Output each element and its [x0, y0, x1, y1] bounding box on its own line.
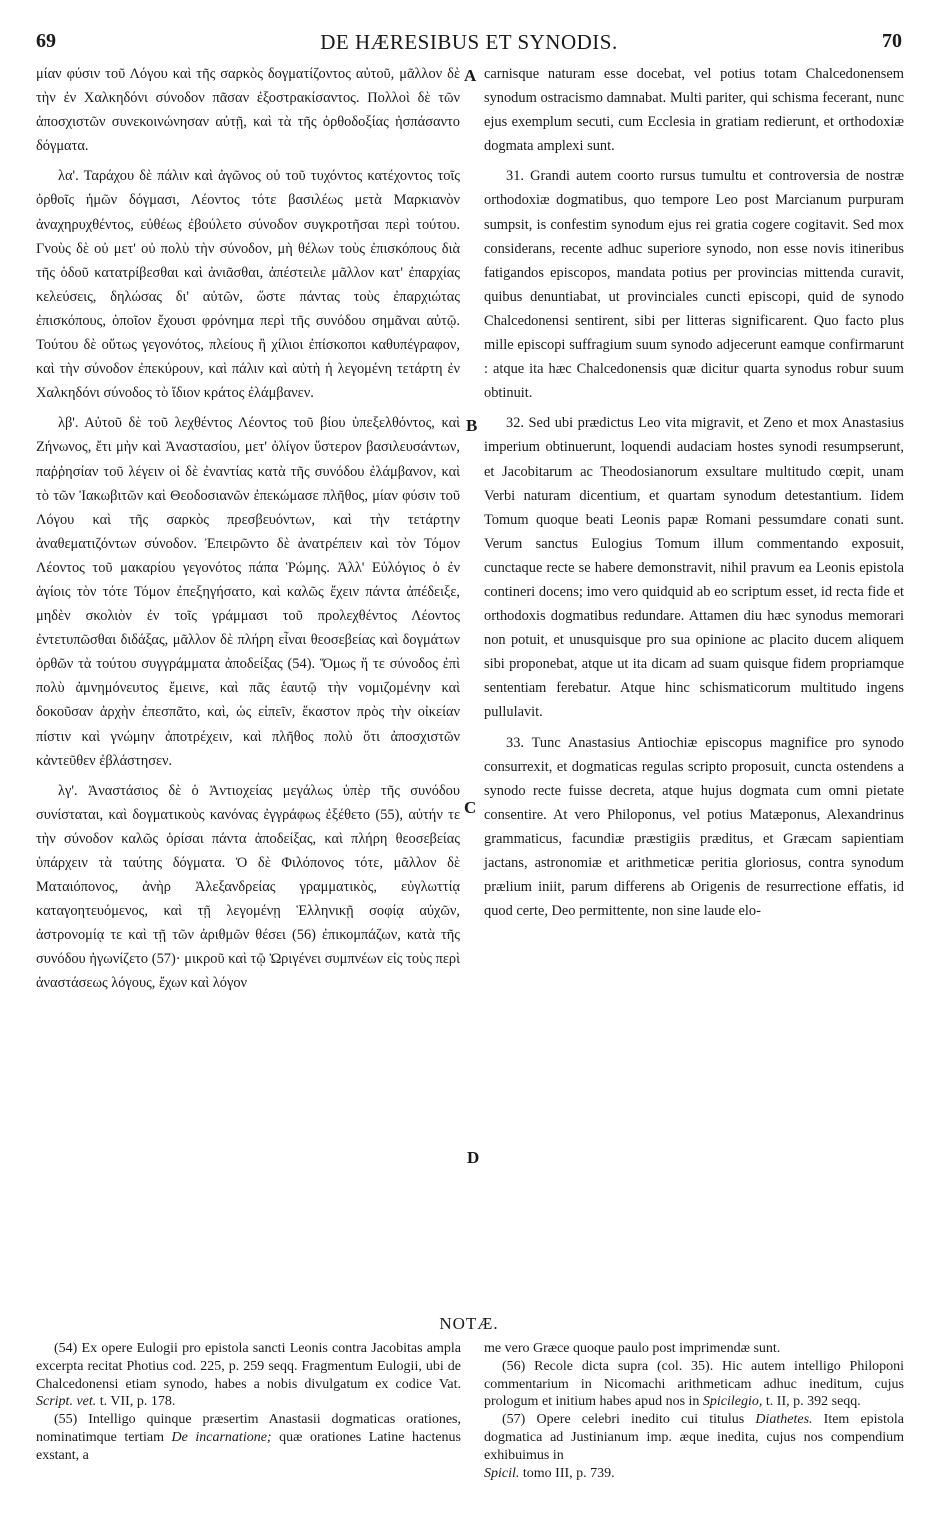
running-header [36, 30, 902, 60]
footnote-text: me vero Græce quoque paulo post imprimendæ sunt. [484, 1341, 781, 1356]
latin-column [484, 62, 904, 923]
footnote-tail: quæ orationes Latine hactenus exstant, a [36, 1429, 462, 1463]
footnote-text: (57) Opere celebri inedito cui titulus [502, 1412, 756, 1428]
footnote-italic: Script. vet. [36, 1394, 97, 1410]
notes-left-column [36, 1340, 461, 1465]
footnote [36, 1411, 461, 1464]
footnote-continuation [484, 1465, 904, 1483]
latin-paragraph: 33. Tunc Anastasius Antiochiæ episcopus magnifice pro synodo consurrexit, et dogmaticas regulas scripto proposuit, cuncta ostendens a synodo recte fuisse decreta, atque hujus dogmata cum omni pietate consentire. At vero Philoponus, vel potius Matæponus, Alexandrinus grammaticus, facundiæ præstigiis præditus, et Græcam sapientiam jactans, astronomiæ et arithmeticæ peritia gloriosus, contra synodum prælium iniit, parum differens ab Origenis de resurrectione effatis, id quod certe, Deo permittente, non sine laude elo- [484, 734, 904, 920]
latin-paragraph: 31. Grandi autem coorto rursus tumultu et controversia de nostræ orthodoxiæ dogmatibus, quo tempore Leo post Marcianum purpuram sumpsit, is confestim synodum ejus rei gratia cogere cogitavit. Sed mox considerans, recente adhuc superiore synodo, non esse novis itineribus fatigandos episcopos, mandata potius per provincias mittenda curavit, quibus denuntiabat, ut provinciales cuncti episcopi, quid de synodo Chalcedonensi sentirent, sibi per litteras significarent. Quo facto plus mille episcopi suffragium suum synodo adjecerunt eamque confirmarunt : atque ita hæc Chalcedonensis quæ dicitur quarta synodus robur suum obtinuit. [484, 168, 904, 402]
greek-paragraph: λα'. Ταράχου δὲ πάλιν καὶ ἀγῶνος οὐ τοῦ τυχόντος κατέχοντος τοῖς ὀρθοῖς ἡμῶν δόγμασι, Λέοντος τότε βασιλέως μετὰ Μαρκιανὸν ἀναχηρυχθέντος, εὐθέως ἐβούλετο σύνοδον συγκροτῆσαι περὶ τούτου. Γνοὺς δὲ οὐ μετ' οὐ πολὺ τὴν σύνοδον, μὴ θέλων τοὺς ἐπισκόπους διὰ τῆς ὁδοῦ κατατρίβεσθαι καὶ ἀνιᾶσθαι, ἀπέστειλε μᾶλλον κατ' ἐπαρχίας κελεύσεις, δηλώσας δι' αὐτῶν, ὥστε πάντας τοὺς ἐπαρχιώτας ἐπισκόπους, ὁποῖον ἔχουσι φρόνημα περὶ τῆς συνόδου σημᾶναι αὐτῷ. Τούτου δὲ οὕτως γεγονότος, πλείους ἢ χίλιοι ἐπίσκοποι καθυπέγραφον, καὶ τὴν σύνοδον ἐπεκύρουν, καὶ πάλιν καὶ αὐτὴ ἡ λεγομένη τετάρτη ἐν Χαλκηδόνι σύνοδος τὸ ἴδιον κράτος ἐλάμβανεν. [36, 168, 460, 402]
latin-paragraph: carnisque naturam esse docebat, vel potius totam Chalcedonensem synodum ostracismo damnabat. Multi pariter, qui schisma fecerant, nunc ejus exemplum secuti, cum Ecclesia in gratiam redierunt, et orthodoxiæ dogmata amplexi sunt. [484, 66, 904, 155]
footnote-text: (56) Recole dicta supra (col. 35). Hic autem intelligo Philoponi commentarium in Nicomachi arithmeticam adhuc ineditum, cujus prologum et initium habes apud nos in [484, 1358, 904, 1410]
notes-right-column [484, 1340, 904, 1482]
footnote-italic: Spicilegio, [702, 1394, 763, 1410]
greek-column [36, 62, 460, 996]
running-title: DE HÆRESIBUS ET SYNODIS. [320, 30, 618, 54]
footnote-text: (54) Ex opere Eulogii pro epistola sancti Leonis contra Jacobitas ampla excerpta recitat Photius cod. 225, p. 259 seqq. Fragmentum Eulogii, ubi de Chalcedonensi etiam synodo, habes a nobis divulgatum ex codice Vat. [36, 1341, 461, 1392]
margin-letter-d: D [467, 1148, 480, 1167]
footnote-continuation [484, 1340, 904, 1358]
greek-paragraph: λβ'. Αὐτοῦ δὲ τοῦ λεχθέντος Λέοντος τοῦ βίου ὑπεξελθόντος, καὶ Ζήνωνος, ἔτι μὴν καὶ Ἀναστασίου, μετ' ὀλίγον ὕστερον βασιλευσάντων, παῤῥησίαν τοῦ λέγειν οἱ δὲ ἐναντίας κατὰ τῆς συνόδου ἐλάμβανον, καὶ τὸ τῶν Ἰακωβιτῶν καὶ Θεοδοσιανῶν ἐπεκώμασε πλῆθος, μίαν φύσιν τοῦ Λόγου καὶ τῆς σαρκὸς πρεσβευόντων, καὶ τὴν τετάρτην ἀναθεματιζόντων σύνοδον. Ἐπειρῶντο δὲ ἀνατρέπειν καὶ τὸν Τόμον Λέοντος τοῦ μακαρίου γεγονότος πάπα Ῥώμης. Ἀλλ' Εὐλόγιος ὁ ἐν ἁγίοις τὸν τότε Τόμον ἐπεξηγήσατο, καὶ καλῶς ἔχειν πάντα ἀπέδειξε, μηδὲν σκολιὸν ἐν τοῖς γράμμασι τοῦ προλεχθέντος Λέοντος ἐντετυπῶσθαι διδάξας, μᾶλλον δὲ πλήρη εἶναι θεοσεβείας καὶ δογμάτων ὀρθῶν τὰ τούτου συγγράμματα ἀποδείξας (54). Ὅμως ἥ τε σύνοδος ἐπὶ πολὺ ἀμνημόνευτος ἔμεινε, καὶ πᾶς ἑαυτῷ τὴν νομιζομένην καὶ δοκοῦσαν ἀρχὴν ἐπεσπᾶτο, καὶ, ὡς εἰπεῖν, ἕκαστον πρὸς τὴν οἰκείαν πίστιν καὶ γνώμην ἀποτρέχειν, καὶ πλῆθος πολὺ ὅτι ἀποσχιστῶν κἀντεῦθεν ἐβλάστησεν. [36, 415, 460, 769]
footnote [484, 1411, 904, 1464]
greek-paragraph: λγ'. Ἀναστάσιος δὲ ὁ Ἀντιοχείας μεγάλως ὑπὲρ τῆς συνόδου συνίσταται, καὶ δογματικοὺς κανόνας ἐγγράφως ἐξέθετο (55), αὐτήν τε τὴν σύνοδον καλῶς ὁρίσαι πάντα ἀποδείξας, καὶ πλήρη θεοσεβείας ὑπάρχειν τὰ ταύτης δόγματα. Ὁ δὲ Φιλόπονος τότε, μᾶλλον δὲ Ματαιόπονος, ἀνὴρ Ἀλεξανδρείας γραμματικὸς, εὐγλωττίᾳ καταγοητευόμενος, καὶ τῇ λεγομένῃ Ἑλληνικῇ σοφίᾳ αὐχῶν, ἀστρονομίᾳ τε καὶ τῇ τῶν ἀριθμῶν θέσει (56) ἐπικομπάζων, κατὰ τῆς συνόδου ἠγωνίζετο (57)· μικροῦ καὶ τῷ Ὠριγένει συμπνέων εἰς τοὺς περὶ ἀναστάσεως λόγους, ἔχων καὶ λόγον [36, 782, 460, 992]
notes-heading: NOTÆ. [439, 1314, 499, 1333]
footnote-tail: t. VII, p. 178. [96, 1394, 176, 1410]
footnote-tail: Item epistola dogmatica ad Justinianum imp. æque inedita, cujus nos compendium exhibuimus in [484, 1412, 904, 1463]
greek-paragraph: μίαν φύσιν τοῦ Λόγου καὶ τῆς σαρκὸς δογματίζοντος αὐτοῦ, μᾶλλον δὲ τὴν ἐν Χαλκηδόνι σύνοδον πᾶσαν ἐξοστρακίσαντος. Πολλοὶ δὲ τῶν ἀποσχιστῶν συνεκοινώνησαν αὐτῇ, καὶ τὰ τῆς ὀρθοδοξίας ἠσπάσαντο δόγματα. [36, 66, 460, 155]
margin-letter-b: B [466, 416, 478, 435]
page-number-right: 70 [882, 30, 902, 52]
latin-paragraph: 32. Sed ubi prædictus Leo vita migravit, et Zeno et mox Anastasius imperium obtinuerunt, loquendi audaciam hostes synodi resumpserunt, et Jacobitarum ac Theodosianorum exsultare multitudo cœpit, unam Verbi naturam dicentium, et quartam synodum detestantium. Iidem Tomum quoque beati Leonis papæ Romani pessumdare conati sunt. Verum sanctus Eulogius Tomum illum commentando exposuit, cunctaque recte se habere demonstravit, nihil pravum ea Leonis epistola contineri docens; imo vero quidquid ab eo scriptum esset, id recta fide et orthodoxis dogmatibus redundare. Attamen diu hæc synodus memorari non potuit, et unusquisque pro sua opinione ac placito ducem aliquem sibi proponebat, atque ut ita dicam ad suam quisque fidem propriamque sententiam ferebatur. Atque hinc schismaticorum multitudo ingens pullulavit. [484, 415, 904, 721]
footnote-tail: tomo III, p. 739. [519, 1465, 615, 1481]
footnote-text: (55) Intelligo quinque præsertim Anastasii dogmaticas orationes, nominatimque tertiam [36, 1412, 461, 1445]
footnote-italic: De incarnatione; [171, 1429, 272, 1445]
footnote-italic: Spicil. [484, 1465, 520, 1481]
footnote-tail: t. II, p. 392 seqq. [762, 1394, 861, 1410]
margin-letter-a: A [464, 66, 477, 85]
footnote [36, 1340, 461, 1411]
footnote [484, 1358, 904, 1411]
page-number-left: 69 [36, 30, 56, 52]
footnote-italic: Diathetes. [755, 1412, 813, 1428]
margin-letter-c: C [464, 798, 477, 817]
